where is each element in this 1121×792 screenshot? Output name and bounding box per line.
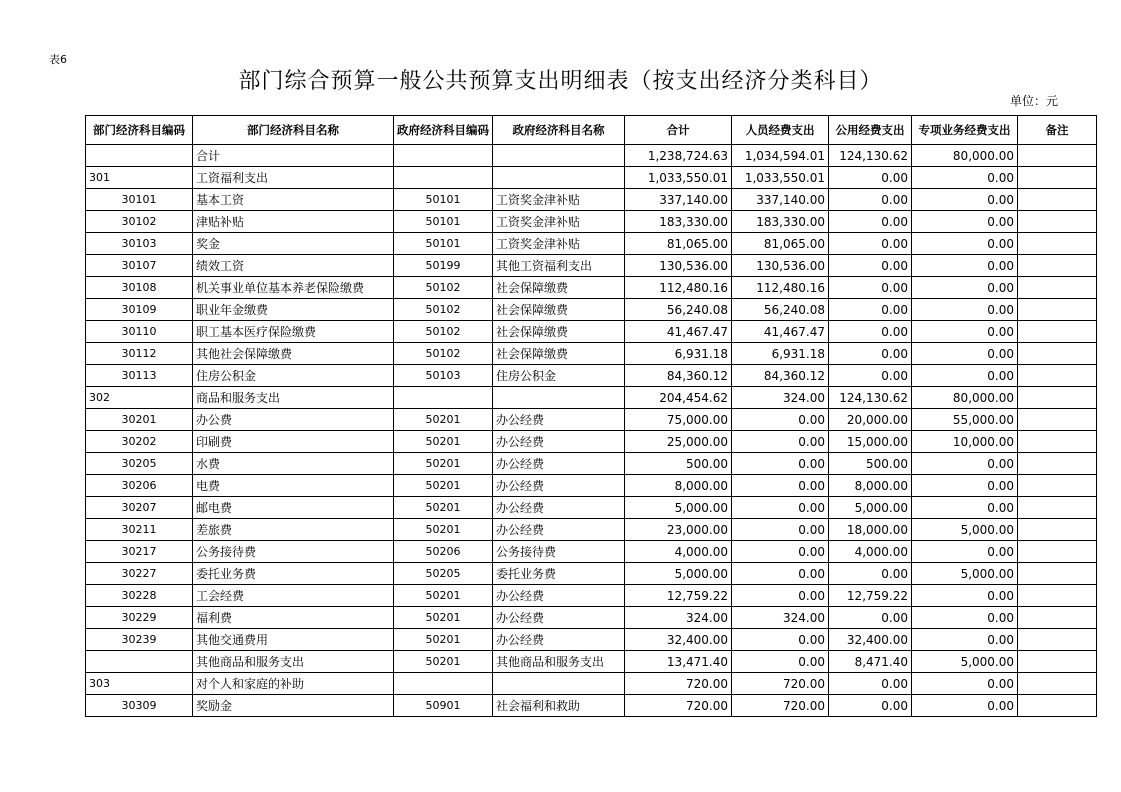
table-row (86, 409, 1097, 431)
gov-code-cell: 50101 (394, 211, 493, 233)
special-cell: 0.00 (912, 211, 1018, 233)
total-cell: 183,330.00 (625, 211, 732, 233)
gov-code-cell: 50201 (394, 651, 493, 673)
gov-code-cell: 50201 (394, 409, 493, 431)
total-cell: 23,000.00 (625, 519, 732, 541)
table-row (86, 475, 1097, 497)
special-cell: 0.00 (912, 343, 1018, 365)
special-cell: 0.00 (912, 497, 1018, 519)
dept-code-cell: 301 (86, 167, 193, 189)
special-cell: 5,000.00 (912, 519, 1018, 541)
column-header-gov-code: 政府经济科目编码 (394, 116, 493, 145)
note-cell (1018, 651, 1097, 673)
gov-code-cell: 50102 (394, 277, 493, 299)
note-cell (1018, 299, 1097, 321)
gov-name-cell (493, 145, 625, 167)
gov-name-cell: 工资奖金津补贴 (493, 189, 625, 211)
gov-code-cell: 50205 (394, 563, 493, 585)
note-cell (1018, 497, 1097, 519)
dept-code-cell: 30113 (86, 365, 193, 387)
dept-name-cell: 电费 (193, 475, 394, 497)
gov-code-cell: 50101 (394, 189, 493, 211)
personnel-cell: 0.00 (732, 651, 829, 673)
special-cell: 0.00 (912, 299, 1018, 321)
note-cell (1018, 695, 1097, 717)
dept-name-cell: 公务接待费 (193, 541, 394, 563)
dept-code-cell: 30110 (86, 321, 193, 343)
personnel-cell: 0.00 (732, 585, 829, 607)
public-cell: 0.00 (829, 673, 912, 695)
total-cell: 75,000.00 (625, 409, 732, 431)
total-cell: 337,140.00 (625, 189, 732, 211)
table-row (86, 321, 1097, 343)
dept-name-cell: 印刷费 (193, 431, 394, 453)
gov-name-cell: 社会保障缴费 (493, 321, 625, 343)
total-cell: 1,238,724.63 (625, 145, 732, 167)
special-cell: 0.00 (912, 233, 1018, 255)
table-row (86, 211, 1097, 233)
public-cell: 0.00 (829, 189, 912, 211)
public-cell: 5,000.00 (829, 497, 912, 519)
note-cell (1018, 519, 1097, 541)
gov-name-cell: 社会保障缴费 (493, 299, 625, 321)
note-cell (1018, 585, 1097, 607)
table-number-label: 表6 (49, 53, 67, 66)
dept-code-cell: 30109 (86, 299, 193, 321)
gov-code-cell (394, 145, 493, 167)
gov-name-cell: 工资奖金津补贴 (493, 211, 625, 233)
note-cell (1018, 233, 1097, 255)
gov-code-cell: 50201 (394, 497, 493, 519)
dept-name-cell: 基本工资 (193, 189, 394, 211)
public-cell: 20,000.00 (829, 409, 912, 431)
table-row (86, 255, 1097, 277)
personnel-cell: 720.00 (732, 673, 829, 695)
column-header-special: 专项业务经费支出 (912, 116, 1018, 145)
personnel-cell: 324.00 (732, 387, 829, 409)
public-cell: 15,000.00 (829, 431, 912, 453)
total-cell: 5,000.00 (625, 563, 732, 585)
dept-code-cell: 30201 (86, 409, 193, 431)
dept-name-cell: 津贴补贴 (193, 211, 394, 233)
personnel-cell: 81,065.00 (732, 233, 829, 255)
dept-code-cell: 30211 (86, 519, 193, 541)
special-cell: 0.00 (912, 255, 1018, 277)
total-cell: 8,000.00 (625, 475, 732, 497)
special-cell: 5,000.00 (912, 651, 1018, 673)
special-cell: 0.00 (912, 695, 1018, 717)
special-cell: 0.00 (912, 189, 1018, 211)
public-cell: 0.00 (829, 321, 912, 343)
gov-code-cell: 50101 (394, 233, 493, 255)
dept-code-cell: 303 (86, 673, 193, 695)
public-cell: 124,130.62 (829, 387, 912, 409)
dept-name-cell: 差旅费 (193, 519, 394, 541)
personnel-cell: 1,034,594.01 (732, 145, 829, 167)
dept-name-cell: 水费 (193, 453, 394, 475)
public-cell: 0.00 (829, 695, 912, 717)
personnel-cell: 0.00 (732, 541, 829, 563)
personnel-cell: 41,467.47 (732, 321, 829, 343)
column-header-total: 合计 (625, 116, 732, 145)
table-row (86, 541, 1097, 563)
special-cell: 0.00 (912, 607, 1018, 629)
table-row (86, 233, 1097, 255)
table-row (86, 189, 1097, 211)
gov-code-cell: 50201 (394, 629, 493, 651)
note-cell (1018, 541, 1097, 563)
gov-name-cell: 委托业务费 (493, 563, 625, 585)
personnel-cell: 0.00 (732, 497, 829, 519)
table-row (86, 519, 1097, 541)
note-cell (1018, 211, 1097, 233)
special-cell: 0.00 (912, 167, 1018, 189)
personnel-cell: 6,931.18 (732, 343, 829, 365)
table-row (86, 607, 1097, 629)
gov-code-cell: 50199 (394, 255, 493, 277)
note-cell (1018, 189, 1097, 211)
gov-name-cell: 办公经费 (493, 607, 625, 629)
gov-name-cell: 办公经费 (493, 497, 625, 519)
table-row (86, 585, 1097, 607)
column-header-public: 公用经费支出 (829, 116, 912, 145)
dept-code-cell: 302 (86, 387, 193, 409)
dept-code-cell: 30205 (86, 453, 193, 475)
dept-name-cell: 委托业务费 (193, 563, 394, 585)
dept-name-cell: 奖金 (193, 233, 394, 255)
gov-name-cell: 住房公积金 (493, 365, 625, 387)
dept-code-cell: 30101 (86, 189, 193, 211)
table-body (86, 145, 1097, 717)
personnel-cell: 0.00 (732, 519, 829, 541)
dept-name-cell: 工会经费 (193, 585, 394, 607)
dept-code-cell: 30229 (86, 607, 193, 629)
dept-code-cell: 30206 (86, 475, 193, 497)
dept-name-cell: 对个人和家庭的补助 (193, 673, 394, 695)
expenditure-detail-table (85, 115, 1097, 717)
gov-code-cell: 50102 (394, 321, 493, 343)
table-row (86, 673, 1097, 695)
dept-code-cell: 30309 (86, 695, 193, 717)
table-row (86, 277, 1097, 299)
dept-name-cell: 福利费 (193, 607, 394, 629)
note-cell (1018, 673, 1097, 695)
special-cell: 80,000.00 (912, 387, 1018, 409)
column-header-dept-code: 部门经济科目编码 (86, 116, 193, 145)
gov-name-cell: 社会福利和救助 (493, 695, 625, 717)
column-header-dept-name: 部门经济科目名称 (193, 116, 394, 145)
dept-name-cell: 其他商品和服务支出 (193, 651, 394, 673)
gov-name-cell: 办公经费 (493, 629, 625, 651)
gov-code-cell: 50206 (394, 541, 493, 563)
note-cell (1018, 563, 1097, 585)
table-row (86, 299, 1097, 321)
personnel-cell: 183,330.00 (732, 211, 829, 233)
gov-code-cell (394, 167, 493, 189)
personnel-cell: 324.00 (732, 607, 829, 629)
special-cell: 80,000.00 (912, 145, 1018, 167)
public-cell: 0.00 (829, 365, 912, 387)
table-row (86, 145, 1097, 167)
gov-name-cell: 社会保障缴费 (493, 277, 625, 299)
gov-code-cell (394, 387, 493, 409)
total-cell: 25,000.00 (625, 431, 732, 453)
total-cell: 1,033,550.01 (625, 167, 732, 189)
personnel-cell: 0.00 (732, 453, 829, 475)
personnel-cell: 0.00 (732, 475, 829, 497)
dept-code-cell: 30107 (86, 255, 193, 277)
total-cell: 81,065.00 (625, 233, 732, 255)
dept-name-cell: 绩效工资 (193, 255, 394, 277)
dept-name-cell: 商品和服务支出 (193, 387, 394, 409)
special-cell: 0.00 (912, 541, 1018, 563)
note-cell (1018, 321, 1097, 343)
total-cell: 84,360.12 (625, 365, 732, 387)
dept-code-cell: 30228 (86, 585, 193, 607)
public-cell: 0.00 (829, 167, 912, 189)
dept-name-cell: 其他交通费用 (193, 629, 394, 651)
dept-name-cell: 邮电费 (193, 497, 394, 519)
note-cell (1018, 167, 1097, 189)
dept-name-cell: 办公费 (193, 409, 394, 431)
dept-code-cell: 30202 (86, 431, 193, 453)
public-cell: 0.00 (829, 255, 912, 277)
gov-code-cell: 50201 (394, 585, 493, 607)
public-cell: 500.00 (829, 453, 912, 475)
public-cell: 0.00 (829, 563, 912, 585)
dept-code-cell: 30239 (86, 629, 193, 651)
personnel-cell: 0.00 (732, 431, 829, 453)
dept-code-cell: 30112 (86, 343, 193, 365)
gov-code-cell: 50103 (394, 365, 493, 387)
total-cell: 324.00 (625, 607, 732, 629)
total-cell: 4,000.00 (625, 541, 732, 563)
personnel-cell: 337,140.00 (732, 189, 829, 211)
note-cell (1018, 365, 1097, 387)
gov-name-cell: 其他工资福利支出 (493, 255, 625, 277)
gov-code-cell (394, 673, 493, 695)
dept-code-cell (86, 145, 193, 167)
total-cell: 720.00 (625, 673, 732, 695)
personnel-cell: 0.00 (732, 563, 829, 585)
gov-name-cell: 办公经费 (493, 519, 625, 541)
gov-code-cell: 50201 (394, 519, 493, 541)
dept-code-cell: 30207 (86, 497, 193, 519)
note-cell (1018, 255, 1097, 277)
total-cell: 12,759.22 (625, 585, 732, 607)
special-cell: 0.00 (912, 629, 1018, 651)
table-row (86, 629, 1097, 651)
public-cell: 0.00 (829, 343, 912, 365)
gov-code-cell: 50901 (394, 695, 493, 717)
total-cell: 5,000.00 (625, 497, 732, 519)
personnel-cell: 0.00 (732, 409, 829, 431)
gov-name-cell: 其他商品和服务支出 (493, 651, 625, 673)
public-cell: 0.00 (829, 607, 912, 629)
total-cell: 13,471.40 (625, 651, 732, 673)
total-cell: 720.00 (625, 695, 732, 717)
dept-name-cell: 奖励金 (193, 695, 394, 717)
special-cell: 10,000.00 (912, 431, 1018, 453)
total-cell: 41,467.47 (625, 321, 732, 343)
public-cell: 124,130.62 (829, 145, 912, 167)
note-cell (1018, 453, 1097, 475)
dept-code-cell: 30227 (86, 563, 193, 585)
gov-name-cell: 办公经费 (493, 585, 625, 607)
dept-code-cell: 30102 (86, 211, 193, 233)
table-row (86, 497, 1097, 519)
column-header-note: 备注 (1018, 116, 1097, 145)
dept-name-cell: 机关事业单位基本养老保险缴费 (193, 277, 394, 299)
table-row (86, 431, 1097, 453)
dept-name-cell: 职业年金缴费 (193, 299, 394, 321)
table-row (86, 563, 1097, 585)
gov-name-cell: 社会保障缴费 (493, 343, 625, 365)
special-cell: 0.00 (912, 475, 1018, 497)
personnel-cell: 84,360.12 (732, 365, 829, 387)
column-header-personnel: 人员经费支出 (732, 116, 829, 145)
note-cell (1018, 409, 1097, 431)
public-cell: 8,471.40 (829, 651, 912, 673)
dept-code-cell: 30217 (86, 541, 193, 563)
gov-code-cell: 50201 (394, 453, 493, 475)
gov-code-cell: 50201 (394, 607, 493, 629)
table-row (86, 387, 1097, 409)
gov-name-cell (493, 167, 625, 189)
table-row (86, 167, 1097, 189)
total-cell: 112,480.16 (625, 277, 732, 299)
note-cell (1018, 629, 1097, 651)
gov-name-cell: 工资奖金津补贴 (493, 233, 625, 255)
dept-code-cell: 30108 (86, 277, 193, 299)
dept-code-cell: 30103 (86, 233, 193, 255)
note-cell (1018, 475, 1097, 497)
special-cell: 0.00 (912, 277, 1018, 299)
gov-name-cell: 办公经费 (493, 453, 625, 475)
gov-code-cell: 50102 (394, 343, 493, 365)
personnel-cell: 0.00 (732, 629, 829, 651)
special-cell: 0.00 (912, 453, 1018, 475)
total-cell: 130,536.00 (625, 255, 732, 277)
table-row (86, 651, 1097, 673)
gov-name-cell (493, 387, 625, 409)
note-cell (1018, 343, 1097, 365)
table-row (86, 343, 1097, 365)
gov-name-cell: 办公经费 (493, 431, 625, 453)
dept-name-cell: 其他社会保障缴费 (193, 343, 394, 365)
public-cell: 0.00 (829, 233, 912, 255)
special-cell: 5,000.00 (912, 563, 1018, 585)
public-cell: 32,400.00 (829, 629, 912, 651)
gov-name-cell: 办公经费 (493, 409, 625, 431)
gov-name-cell (493, 673, 625, 695)
public-cell: 0.00 (829, 299, 912, 321)
table-header-row (86, 116, 1097, 145)
public-cell: 12,759.22 (829, 585, 912, 607)
table-row (86, 365, 1097, 387)
total-cell: 6,931.18 (625, 343, 732, 365)
dept-name-cell: 工资福利支出 (193, 167, 394, 189)
special-cell: 55,000.00 (912, 409, 1018, 431)
personnel-cell: 112,480.16 (732, 277, 829, 299)
note-cell (1018, 387, 1097, 409)
gov-code-cell: 50102 (394, 299, 493, 321)
special-cell: 0.00 (912, 365, 1018, 387)
public-cell: 0.00 (829, 211, 912, 233)
gov-name-cell: 办公经费 (493, 475, 625, 497)
dept-name-cell: 住房公积金 (193, 365, 394, 387)
special-cell: 0.00 (912, 585, 1018, 607)
unit-label: 单位：元 (1009, 94, 1058, 108)
special-cell: 0.00 (912, 321, 1018, 343)
table-row (86, 453, 1097, 475)
special-cell: 0.00 (912, 673, 1018, 695)
note-cell (1018, 145, 1097, 167)
table-row (86, 695, 1097, 717)
note-cell (1018, 431, 1097, 453)
public-cell: 4,000.00 (829, 541, 912, 563)
total-cell: 56,240.08 (625, 299, 732, 321)
public-cell: 18,000.00 (829, 519, 912, 541)
gov-code-cell: 50201 (394, 431, 493, 453)
total-cell: 500.00 (625, 453, 732, 475)
dept-code-cell (86, 651, 193, 673)
total-cell: 204,454.62 (625, 387, 732, 409)
dept-name-cell: 合计 (193, 145, 394, 167)
total-cell: 32,400.00 (625, 629, 732, 651)
public-cell: 0.00 (829, 277, 912, 299)
gov-name-cell: 公务接待费 (493, 541, 625, 563)
page-title: 部门综合预算一般公共预算支出明细表（按支出经济分类科目） (238, 69, 883, 94)
personnel-cell: 720.00 (732, 695, 829, 717)
note-cell (1018, 607, 1097, 629)
public-cell: 8,000.00 (829, 475, 912, 497)
personnel-cell: 1,033,550.01 (732, 167, 829, 189)
column-header-gov-name: 政府经济科目名称 (493, 116, 625, 145)
gov-code-cell: 50201 (394, 475, 493, 497)
dept-name-cell: 职工基本医疗保险缴费 (193, 321, 394, 343)
note-cell (1018, 277, 1097, 299)
personnel-cell: 130,536.00 (732, 255, 829, 277)
personnel-cell: 56,240.08 (732, 299, 829, 321)
